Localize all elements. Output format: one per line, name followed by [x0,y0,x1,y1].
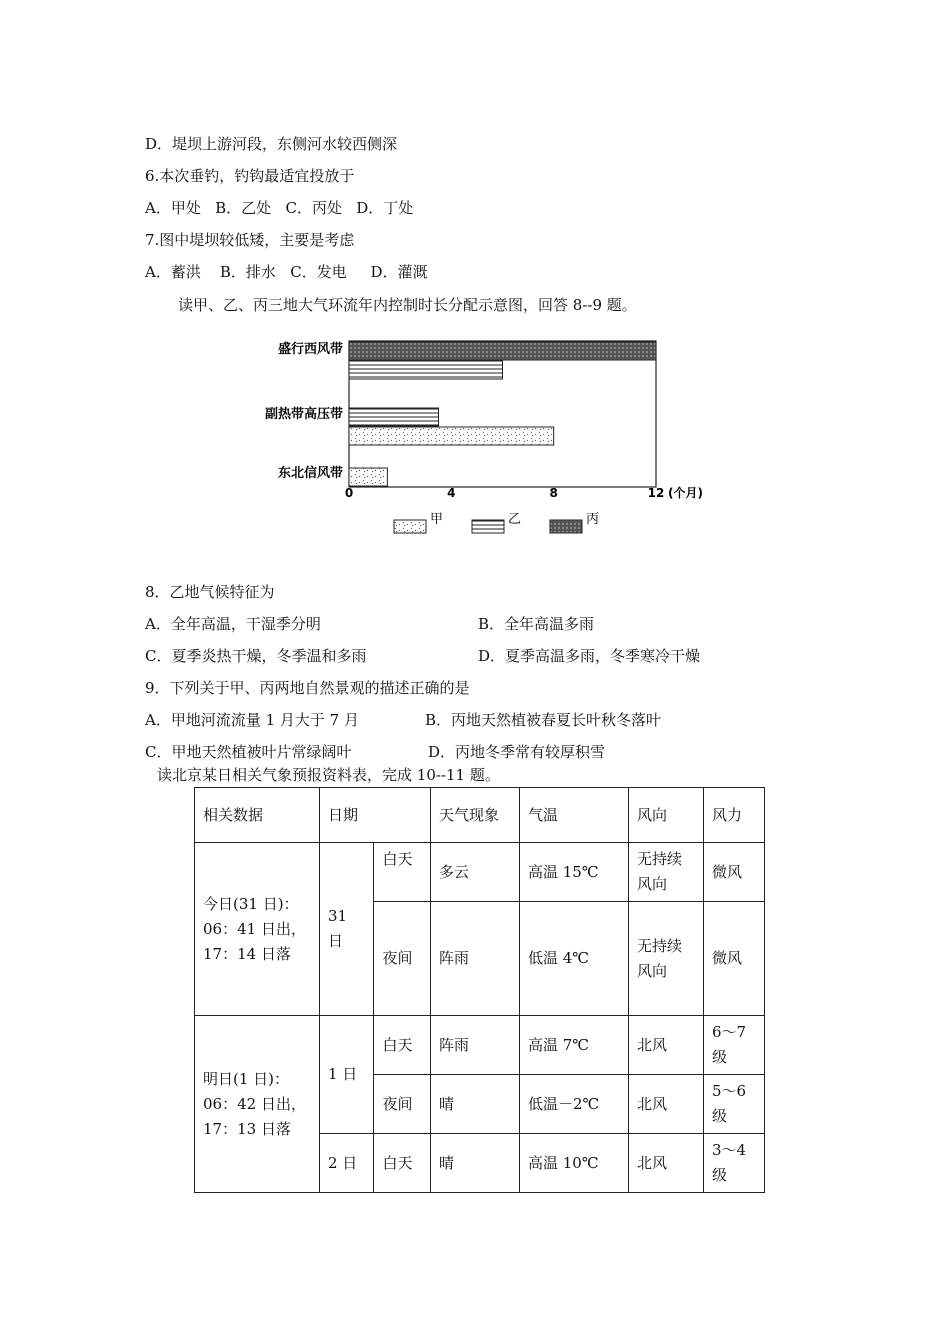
period-cell: 白天 [374,1016,431,1075]
wind-dir-cell [629,902,704,1016]
table-header-row [195,788,765,843]
wind-force-line: 级 [712,1048,728,1066]
category-label: 副热带高压带 [264,407,343,422]
temp-cell: 高温 10℃ [520,1134,629,1193]
question-7-stem: 7.图中堤坝较低矮，主要是考虑 [145,231,355,249]
wind-dir-cell: 北风 [629,1075,704,1134]
weather-cell: 阵雨 [431,902,520,1016]
bar-甲 [349,468,387,486]
tomorrow-info-line: 明日(1 日)： [203,1069,290,1088]
today-info-cell [195,843,320,1016]
bar-丙 [349,342,656,360]
x-axis-label: (个月) [668,486,703,500]
weather-cell: 阵雨 [431,1016,520,1075]
wind-dir-line: 风向 [637,961,668,980]
temp-cell: 高温 15℃ [520,843,629,902]
circulation-chart [250,335,730,545]
wind-dir-line: 无持续 [637,936,683,955]
temp-cell: 低温 4℃ [520,902,629,1016]
bar-甲 [349,427,554,445]
today-info-line: 今日(31 日)： [203,894,299,913]
period-cell: 夜间 [374,1075,431,1134]
question-9-stem: 9．下列关于甲、丙两地自然景观的描述正确的是 [145,679,470,697]
wind-force-line: 5～6 [712,1082,747,1100]
question-8-option-b: B．全年高温多雨 [478,615,595,633]
date-cell: 1 日 [320,1016,374,1134]
period-cell: 夜间 [374,902,431,1016]
wind-force-line: 级 [712,1166,728,1184]
wind-dir-line: 风向 [637,875,668,893]
weather-cell: 晴 [431,1134,520,1193]
wind-dir-cell: 北风 [629,1134,704,1193]
wind-force-line: 3～4 [712,1141,747,1159]
legend-label: 丙 [586,512,600,527]
table-row [195,843,765,902]
question-8-option-a: A．全年高温，干湿季分明 [145,615,321,633]
legend-label: 甲 [430,512,444,527]
x-tick-label: 8 [549,486,558,500]
question-7-options: A．蓄洪 B．排水 C．发电 D．灌溉 [145,263,428,281]
category-label: 盛行西风带 [277,342,343,357]
period-cell: 白天 [374,843,431,902]
temp-cell: 低温－2℃ [520,1075,629,1134]
temp-cell: 高温 7℃ [520,1016,629,1075]
legend-swatch-甲 [394,520,426,533]
tomorrow-info-line: 17：13 日落 [203,1119,291,1138]
question-8-option-d: D．夏季高温多雨，冬季寒冷干燥 [478,647,701,665]
weather-cell: 多云 [431,843,520,902]
date-cell: 2 日 [320,1134,374,1193]
period-cell: 白天 [374,1134,431,1193]
wind-dir-cell [629,843,704,902]
table-intro: 读北京某日相关气象预报资料表，完成 10--11 题。 [157,766,500,784]
wind-force-cell [704,1016,765,1075]
question-9-option-d: D．丙地冬季常有较厚积雪 [428,743,606,761]
table-row [195,1016,765,1075]
legend-label: 乙 [508,512,522,527]
tomorrow-info-line: 06：42 日出， [203,1094,306,1113]
bar-乙 [349,408,439,426]
x-tick-label: 0 [344,486,354,500]
wind-force-cell: 微风 [704,843,765,902]
today-info-line: 06：41 日出， [203,919,306,938]
weather-table [194,787,765,1193]
wind-dir-line: 无持续 [637,850,683,868]
weather-cell: 晴 [431,1075,520,1134]
date-cell: 31 日 [320,843,374,1016]
question-9-option-b: B．丙地天然植被春夏长叶秋冬落叶 [425,711,662,729]
header-cell: 气温 [520,788,629,843]
question-6-stem: 6.本次垂钓，钓钩最适宜投放于 [145,167,355,185]
question-9-option-c: C．甲地天然植被叶片常绿阔叶 [145,743,352,761]
wind-force-cell [704,1134,765,1193]
header-cell: 风力 [704,788,765,843]
header-cell: 相关数据 [195,788,320,843]
tomorrow-info-cell [195,1016,320,1193]
question-9-option-a: A．甲地河流流量 1 月大于 7 月 [145,711,359,729]
option-d-q5: D．堤坝上游河段，东侧河水较西侧深 [145,135,398,153]
category-label: 东北信风带 [277,466,343,481]
today-info-line: 17：14 日落 [203,944,291,963]
question-8-option-c: C．夏季炎热干燥，冬季温和多雨 [145,647,367,665]
legend-swatch-乙 [472,520,504,533]
chart-intro: 读甲、乙、丙三地大气环流年内控制时长分配示意图，回答 8--9 题。 [178,296,637,314]
wind-force-cell [704,1075,765,1134]
x-tick-label: 12 [647,486,665,500]
header-cell: 日期 [320,788,431,843]
wind-force-cell: 微风 [704,902,765,1016]
question-6-options: A．甲处 B．乙处 C．丙处 D．丁处 [145,199,414,217]
legend-swatch-丙 [550,520,582,533]
header-cell: 风向 [629,788,704,843]
wind-force-line: 6～7 [712,1023,747,1041]
wind-dir-cell: 北风 [629,1016,704,1075]
x-tick-label: 4 [447,486,456,500]
bar-乙 [349,361,503,379]
wind-force-line: 级 [712,1107,728,1125]
chart-plot-area [265,341,703,533]
header-cell: 天气现象 [431,788,520,843]
question-8-stem: 8．乙地气候特征为 [145,583,275,601]
